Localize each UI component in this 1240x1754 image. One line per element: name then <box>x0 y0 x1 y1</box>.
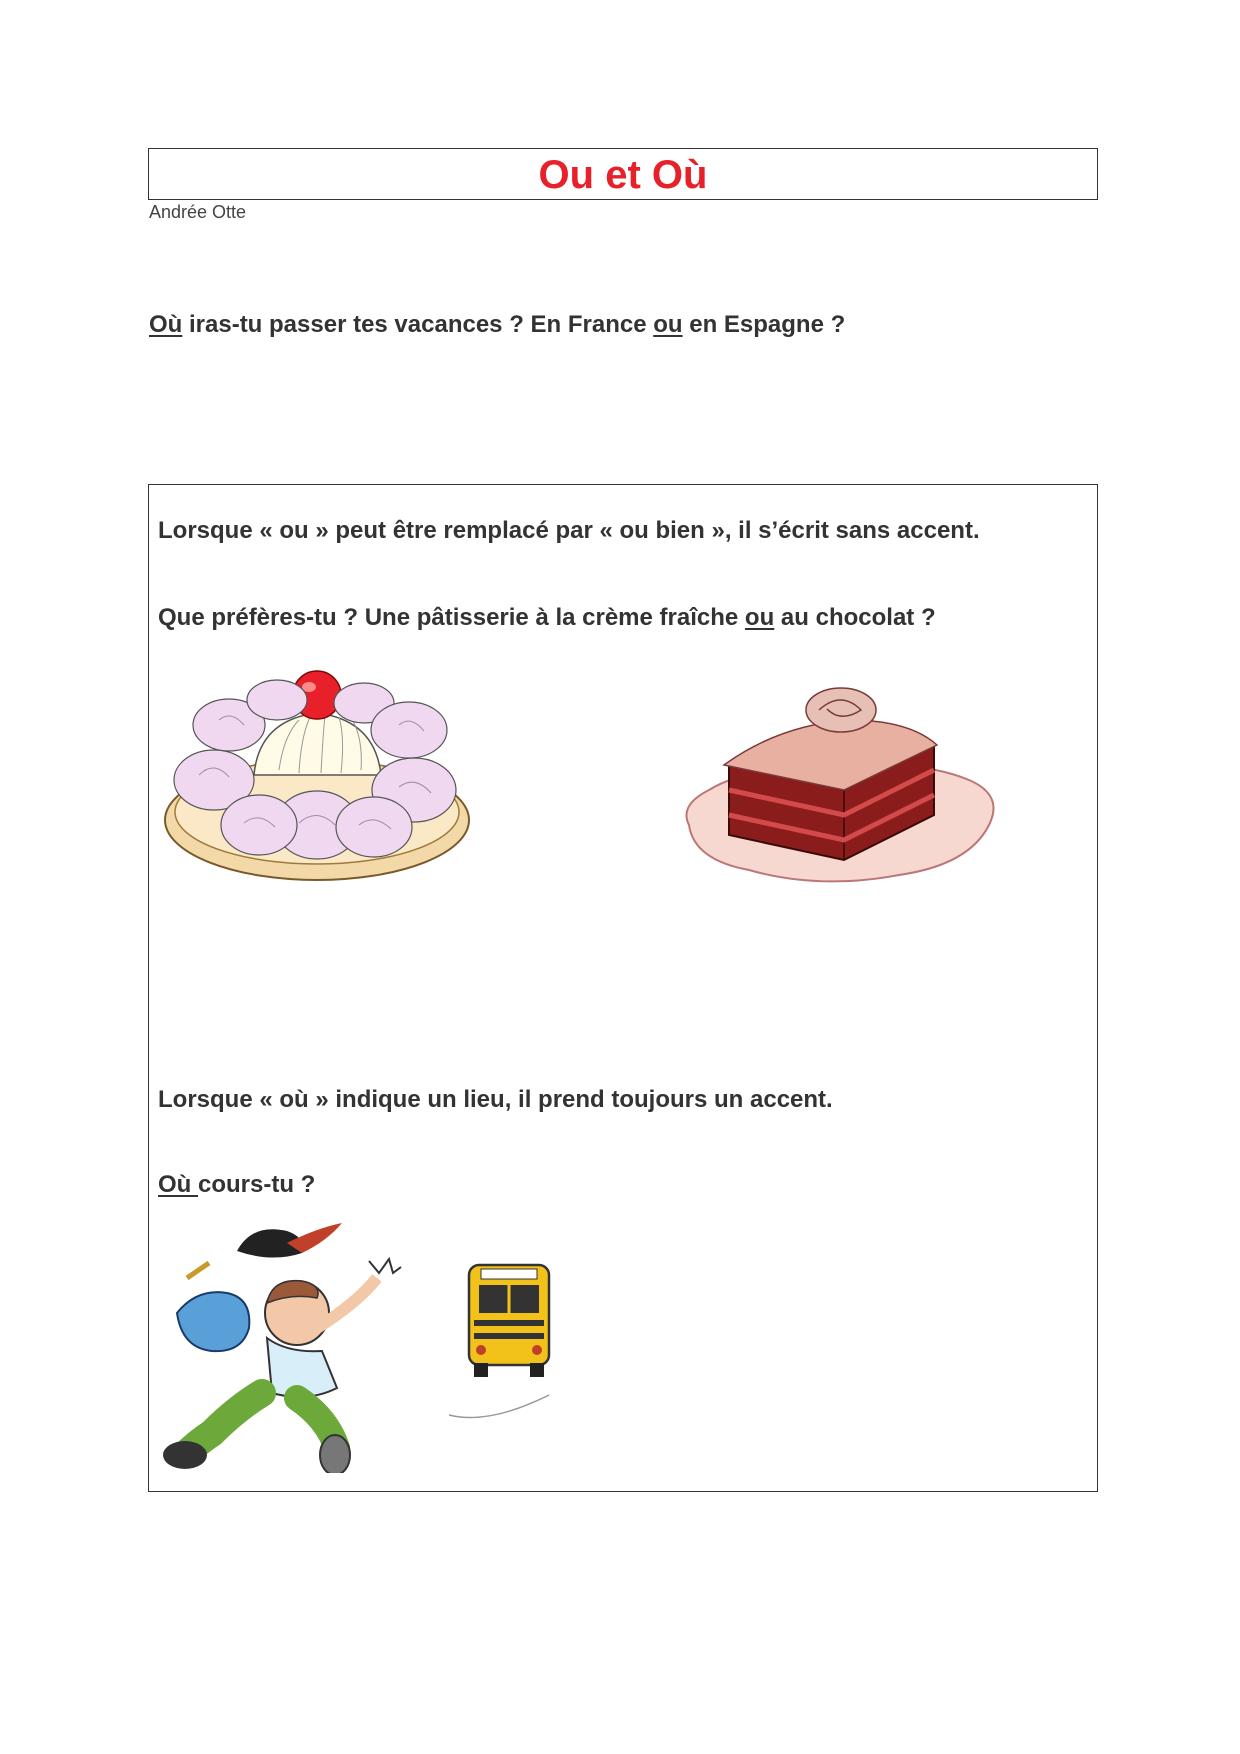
intro-text-2: en Espagne ? <box>682 311 846 338</box>
cream-pastry-illustration <box>159 665 479 895</box>
example1-text-2: au chocolat ? <box>774 604 936 631</box>
running-boy-illustration <box>157 1193 427 1473</box>
school-bus-illustration <box>429 1255 579 1435</box>
rule-with-accent: Lorsque « où » indique un lieu, il prend toujours un accent. <box>158 1086 833 1113</box>
intro-text-1: iras-tu passer tes vacances ? En France <box>182 311 654 338</box>
intro-underlined-ou-accent: Où <box>149 311 183 338</box>
chocolate-cake-illustration <box>669 665 1009 895</box>
example1-underlined-ou: ou <box>744 604 775 631</box>
author-name: Andrée Otte <box>149 202 247 222</box>
intro-sentence <box>149 311 845 339</box>
title-box <box>148 148 1098 200</box>
rule-without-accent: Lorsque « ou » peut être remplacé par « ou bien », il s’écrit sans accent. <box>158 517 980 544</box>
intro-underlined-ou: ou <box>653 311 683 338</box>
example-without-accent <box>158 604 936 632</box>
rule-box <box>148 484 1098 1492</box>
example1-text-1: Que préfères-tu ? Une pâtisserie à la crème fraîche <box>158 604 745 631</box>
example2-underlined-ou-accent: Où <box>158 1171 198 1198</box>
example2-text: cours-tu ? <box>198 1171 316 1198</box>
page-title: Ou et Où <box>538 153 708 197</box>
